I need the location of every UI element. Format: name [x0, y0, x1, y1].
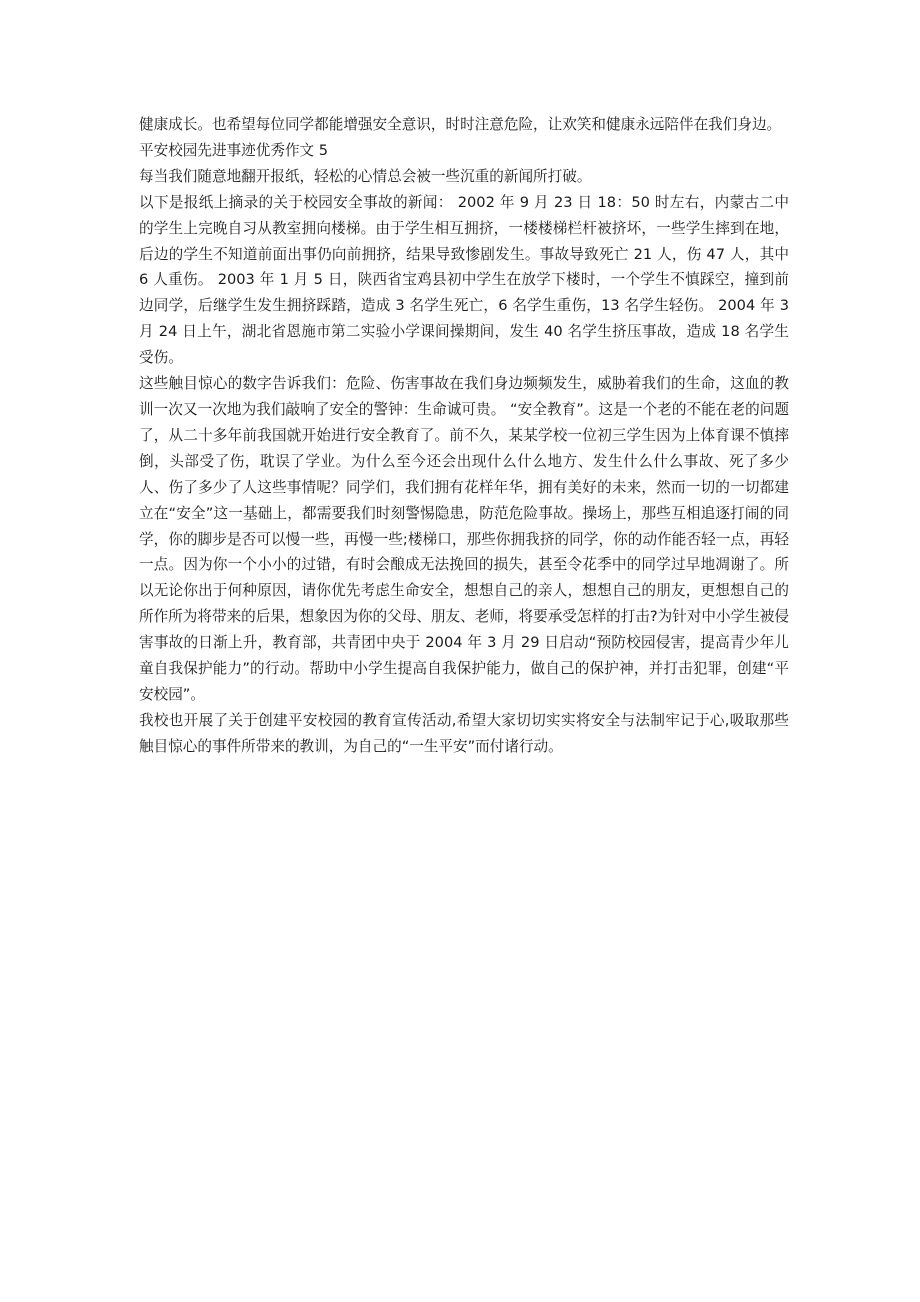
document-body	[139, 112, 789, 760]
paragraph-closing: 我校也开展了关于创建平安校园的教育宣传活动,希望大家切切实实将安全与法制牢记于心,吸取那些触目惊心的事件所带来的教训，为自己的“一生平安”而付诸行动。	[139, 711, 789, 755]
paragraph-lesson: 这些触目惊心的数字告诉我们：危险、伤害事故在我们身边频频发生，威胁着我们的生命，这血的教训一次又一次地为我们敲响了安全的警钟：生命诚可贵。 “安全教育”。这是一个老的不能在老的问题了，从二十多年前我国就开始进行安全教育了。前不久，某某学校一位初三学生因为上体育课不慎摔倒，头部受了伤，耽误了学业。为什么至今还会出现什么什么地方、发生什么什么事故、死了多少人、伤了多少了人这些事情呢？同学们，我们拥有花样年华，拥有美好的未来，然而一切的一切都建立在“安全”这一基础上，都需要我们时刻警惕隐患，防范危险事故。操场上，那些互相追逐打闹的同学，你的脚步是否可以慢一些，再慢一些;楼梯口，那些你拥我挤的同学，你的动作能否轻一点，再轻一点。因为你一个小小的过错，有时会酿成无法挽回的损失，甚至令花季中的同学过早地凋谢了。所以无论你出于何种原因，请你优先考虑生命安全，想想自己的亲人，想想自己的朋友，更想想自己的所作所为将带来的后果，想象因为你的父母、朋友、老师，将要承受怎样的打击?为针对中小学生被侵害事故的日渐上升，教育部，共青团中央于 2004 年 3 月 29 日启动“预防校园侵害，提高青少年儿童自我保护能力”的行动。帮助中小学生提高自我保护能力，做自己的保护神，并打击犯罪，创建“平安校园”。	[139, 375, 789, 703]
paragraph-news: 以下是报纸上摘录的关于校园安全事故的新闻： 2002 年 9 月 23 日 18：50 时左右，内蒙古二中的学生上完晚自习从教室拥向楼梯。由于学生相互拥挤，一楼楼梯栏杆被挤坏，一些学生摔到在地，后边的学生不知道前面出事仍向前拥挤，结果导致惨剧发生。事故导致死亡 21 人，伤 47 人，其中 6 人重伤。 2003 年 1 月 5 日，陕西省宝鸡县初中学生在放学下楼时，一个学生不慎踩空，撞到前边同学，后继学生发生拥挤踩踏，造成 3 名学生死亡，6 名学生重伤，13 名学生轻伤。 2004 年 3 月 24 日上午，湖北省恩施市第二实验小学课间操期间，发生 40 名学生挤压事故，造成 18 名学生受伤。	[139, 193, 789, 367]
intro-paragraph: 健康成长。也希望每位同学都能增强安全意识，时时注意危险，让欢笑和健康永远陪伴在我们身边。	[139, 116, 782, 133]
section-title: 平安校园先进事迹优秀作文 5	[139, 141, 329, 159]
paragraph-opening: 每当我们随意地翻开报纸，轻松的心情总会被一些沉重的新闻所打破。	[139, 167, 592, 185]
